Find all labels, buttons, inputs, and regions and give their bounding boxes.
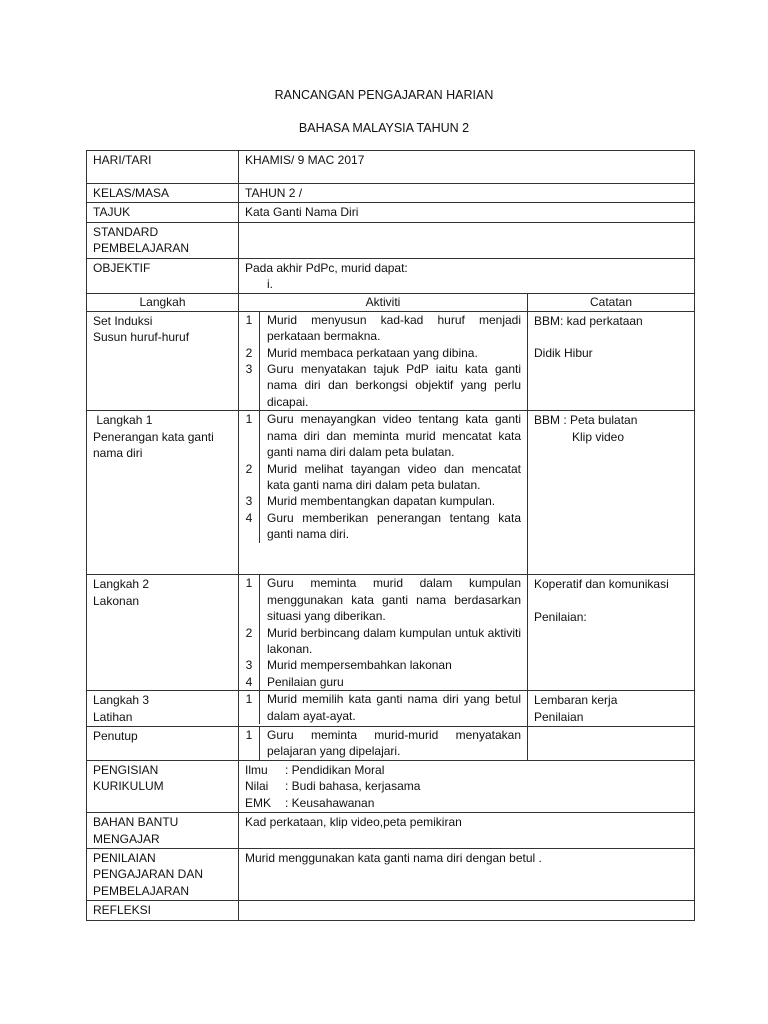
row-bahan: [87, 813, 695, 849]
step-catatan: [528, 726, 695, 760]
steps-body: [87, 311, 695, 760]
refleksi-value: [239, 901, 695, 920]
aktiviti-item: [239, 510, 527, 543]
objektif-line2: i.: [267, 277, 273, 292]
step-langkah-line: nama diri: [93, 446, 143, 461]
row-objektif: [87, 258, 695, 294]
aktiviti-number: 1: [239, 727, 260, 760]
col-catatan: Catatan: [528, 294, 695, 311]
aktiviti-list: [239, 727, 527, 760]
pengisian-emk: EMK : Keusahawanan: [245, 795, 375, 810]
aktiviti-item: [239, 657, 527, 673]
aktiviti-text: Guru menayangkan video tentang kata ganti nama diri dan meminta murid mencatat kata ganti nama diri dalam peta bulatan.: [267, 412, 521, 460]
step-catatan: [528, 575, 695, 691]
step-langkah-line: Susun huruf-huruf: [93, 330, 190, 345]
step-langkah-line: Latihan: [93, 709, 133, 724]
aktiviti-text: Murid membentangkan dapatan kumpulan.: [267, 494, 496, 509]
aktiviti-text: Guru meminta murid-murid menyatakan pelajaran yang dipelajari.: [267, 727, 521, 759]
step-catatan: [528, 311, 695, 410]
step-catatan-line: [534, 329, 688, 345]
bahan-label-line1: BAHAN BANTU: [93, 815, 179, 830]
step-langkah: [87, 691, 239, 727]
step-aktiviti: [239, 311, 528, 410]
aktiviti-number: 3: [239, 361, 260, 410]
standard-label-line1: STANDARD: [93, 224, 159, 239]
aktiviti-item: [239, 312, 527, 345]
pengisian-value: [239, 760, 695, 812]
aktiviti-number: 2: [239, 625, 260, 658]
aktiviti-item: [239, 493, 527, 509]
aktiviti-number: 2: [239, 461, 260, 494]
aktiviti-item: [239, 727, 527, 760]
aktiviti-item: [239, 345, 527, 361]
row-penilaian: [87, 848, 695, 900]
step-catatan: [528, 411, 695, 575]
step-langkah: [87, 311, 239, 410]
col-aktiviti: Aktiviti: [239, 294, 528, 311]
kelas-value: TAHUN 2 /: [239, 184, 695, 203]
step-aktiviti: [239, 726, 528, 760]
hari-value: KHAMIS/ 9 MAC 2017: [239, 151, 695, 184]
step-row: [87, 411, 695, 575]
tajuk-label: TAJUK: [87, 203, 239, 222]
pengisian-ilmu: Ilmu : Pendidikan Moral: [245, 762, 385, 777]
aktiviti-item: [239, 361, 527, 410]
aktiviti-number: 3: [239, 493, 260, 509]
step-langkah-line: Langkah 2: [93, 577, 150, 592]
step-langkah: [87, 411, 239, 575]
step-langkah-line: Langkah 1: [93, 413, 153, 428]
aktiviti-number: 1: [239, 575, 260, 624]
step-aktiviti: [239, 575, 528, 691]
step-catatan-line: Klip video: [572, 429, 625, 444]
step-langkah: [87, 575, 239, 691]
step-langkah-line: Lakonan: [93, 593, 140, 608]
pengisian-label: PENGISIAN KURIKULUM: [87, 760, 239, 812]
step-langkah-line: Penutup: [93, 728, 138, 743]
aktiviti-text: Murid membaca perkataan yang dibina.: [267, 345, 478, 360]
step-row: [87, 311, 695, 410]
step-catatan-line: BBM : Peta bulatan: [534, 413, 638, 428]
pengisian-nilai: Nilai : Budi bahasa, kerjasama: [245, 779, 421, 794]
step-row: [87, 726, 695, 760]
aktiviti-number: 4: [239, 510, 260, 543]
bahan-label: [87, 813, 239, 849]
aktiviti-number: 3: [239, 657, 260, 673]
aktiviti-item: [239, 674, 527, 690]
hari-label: HARI/TARI: [87, 151, 239, 184]
step-catatan-line: Koperatif dan komunikasi: [534, 577, 669, 592]
objektif-value: [239, 258, 695, 294]
step-catatan-line: [534, 593, 688, 609]
penilaian-label: [87, 848, 239, 900]
step-catatan-line: Penilaian:: [534, 609, 587, 624]
objektif-label: OBJEKTIF: [87, 258, 239, 294]
row-tajuk: [87, 203, 695, 222]
step-catatan-line: BBM: kad perkataan: [534, 313, 643, 328]
row-refleksi: [87, 901, 695, 920]
aktiviti-item: [239, 411, 527, 460]
step-catatan-line: Didik Hibur: [534, 346, 593, 361]
aktiviti-list: [239, 691, 527, 724]
aktiviti-item: [239, 575, 527, 624]
aktiviti-text: Murid melihat tayangan video dan mencatat kata ganti nama diri dalam peta bulatan.: [267, 461, 521, 492]
penilaian-label-line2: PENGAJARAN DAN: [93, 867, 204, 882]
penilaian-label-line1: PENILAIAN: [93, 850, 156, 865]
step-catatan: [528, 691, 695, 727]
step-catatan-line: Penilaian: [534, 709, 584, 724]
bahan-value: Kad perkataan, klip video,peta pemikiran: [239, 813, 695, 849]
row-standard: [87, 222, 695, 258]
col-langkah: Langkah: [87, 294, 239, 311]
step-row: [87, 691, 695, 727]
step-aktiviti: [239, 691, 528, 727]
step-langkah-line: Langkah 3: [93, 693, 150, 708]
aktiviti-text: Guru menyatakan tajuk PdP iaitu kata ganti nama diri dan berkongsi objektif yang perlu dicapai.: [267, 362, 521, 409]
refleksi-label: REFLEKSI: [87, 901, 239, 920]
row-kelas: [87, 184, 695, 203]
aktiviti-list: [239, 575, 527, 690]
standard-label-line2: PEMBELAJARAN: [93, 241, 190, 256]
aktiviti-list: [239, 411, 527, 542]
tajuk-value: Kata Ganti Nama Diri: [239, 203, 695, 222]
column-header-row: [87, 294, 695, 311]
aktiviti-number: 1: [239, 312, 260, 345]
aktiviti-item: [239, 461, 527, 494]
aktiviti-list: [239, 312, 527, 410]
document-subtitle: BAHASA MALAYSIA TAHUN 2: [298, 121, 470, 135]
aktiviti-text: Penilaian guru: [267, 674, 344, 689]
aktiviti-number: 1: [239, 691, 260, 724]
aktiviti-text: Murid berbincang dalam kumpulan untuk aktiviti lakonan.: [267, 625, 521, 656]
bahan-label-line2: MENGAJAR: [93, 831, 160, 846]
aktiviti-text: Murid mempersembahkan lakonan: [267, 658, 452, 673]
step-catatan-line: Lembaran kerja: [534, 693, 618, 708]
row-hari: [87, 151, 695, 184]
standard-label: [87, 222, 239, 258]
row-pengisian: [87, 760, 695, 812]
aktiviti-number: 2: [239, 345, 260, 361]
aktiviti-text: Guru memberikan penerangan tentang kata ganti nama diri.: [267, 510, 521, 542]
aktiviti-text: Murid menyusun kad-kad huruf menjadi perkataan bermakna.: [267, 312, 521, 344]
step-aktiviti: [239, 411, 528, 575]
penilaian-label-line3: PEMBELAJARAN: [93, 883, 190, 898]
standard-value: [239, 222, 695, 258]
aktiviti-text: Guru meminta murid dalam kumpulan menggunakan kata ganti nama berdasarkan situasi yang diberikan.: [267, 576, 521, 624]
step-row: [87, 575, 695, 691]
lesson-plan-table: [86, 150, 695, 921]
aktiviti-number: 1: [239, 411, 260, 460]
aktiviti-item: [239, 691, 527, 724]
aktiviti-text: Murid memilih kata ganti nama diri yang betul dalam ayat-ayat.: [267, 692, 521, 723]
document-title: RANCANGAN PENGAJARAN HARIAN: [274, 88, 494, 102]
kelas-label: KELAS/MASA: [87, 184, 239, 203]
objektif-line1: Pada akhir PdPc, murid dapat:: [245, 260, 408, 275]
aktiviti-number: 4: [239, 674, 260, 690]
step-langkah-line: Set Induksi: [93, 313, 153, 328]
step-langkah: [87, 726, 239, 760]
aktiviti-item: [239, 625, 527, 658]
step-langkah-line: Penerangan kata ganti: [93, 429, 214, 444]
penilaian-value: Murid menggunakan kata ganti nama diri dengan betul .: [239, 848, 695, 900]
